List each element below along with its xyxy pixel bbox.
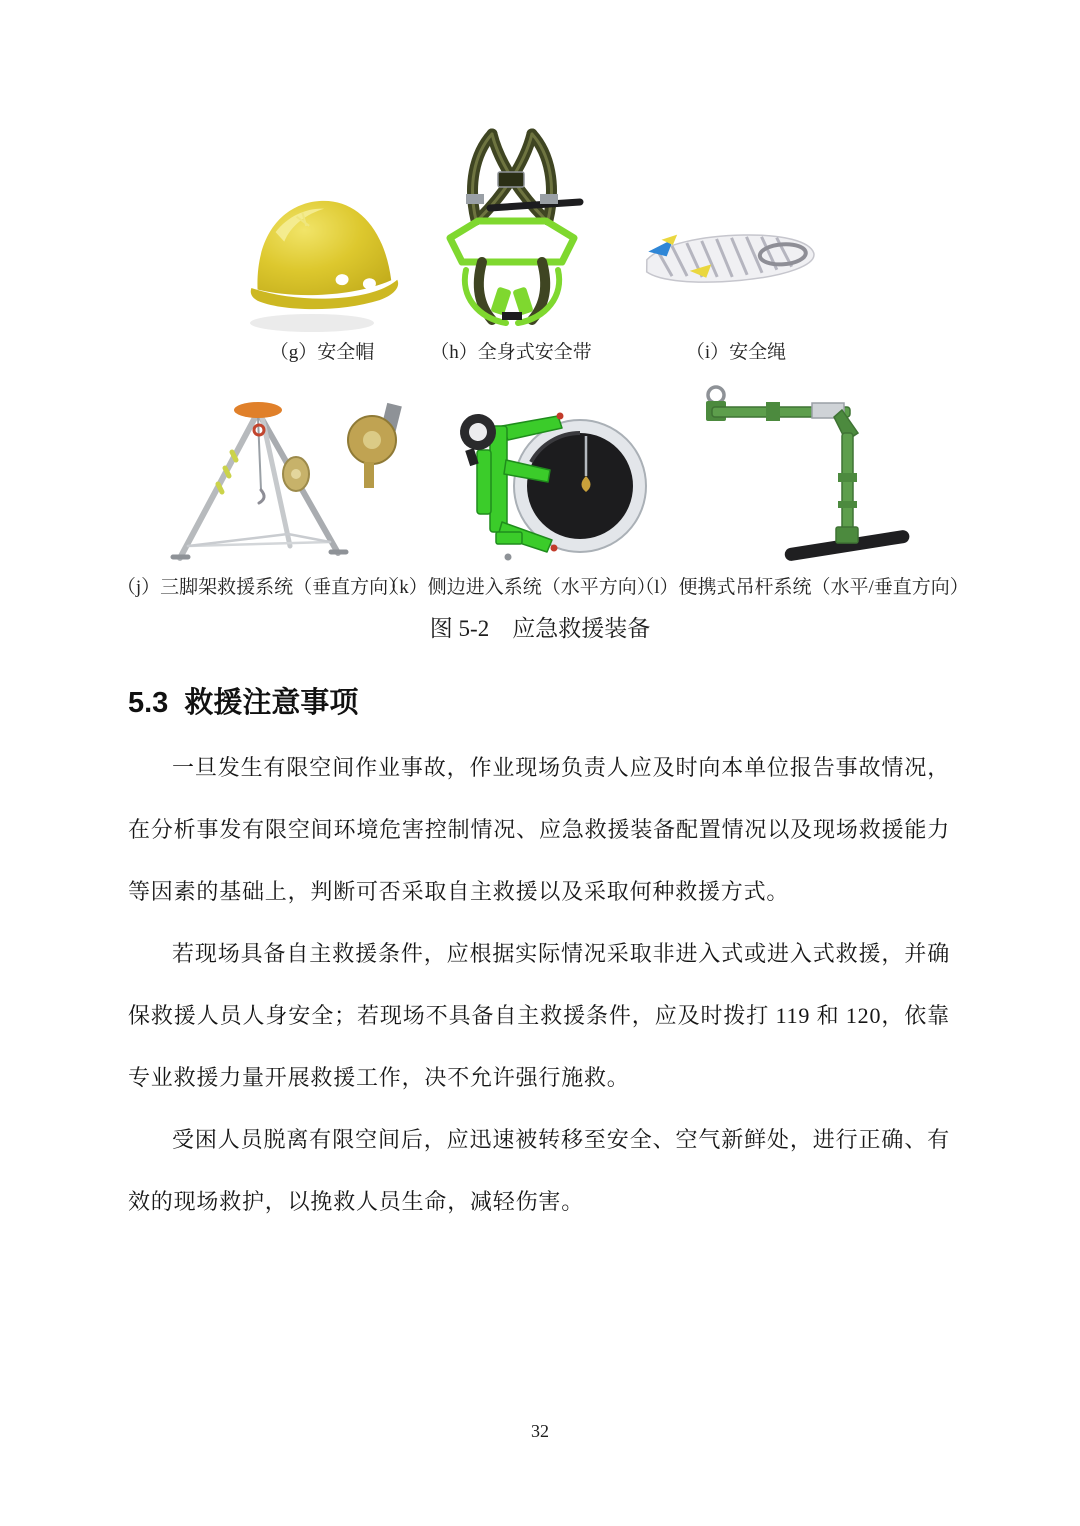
figure-item-safety-rope xyxy=(633,222,828,297)
safety-helmet-icon xyxy=(240,185,405,335)
figure-item-portable-davit-system xyxy=(692,383,932,568)
caption-safety-helmet: （g）安全帽 xyxy=(269,342,375,363)
caption-portable-davit-system: （l）便携式吊杆系统（水平/垂直方向） xyxy=(635,577,969,598)
figure-item-safety-helmet xyxy=(240,185,405,335)
figure-item-tripod-rescue-system xyxy=(158,398,403,568)
caption-tripod-rescue-system: （j）三脚架救援系统（垂直方向） xyxy=(116,577,408,598)
side-entry-system-icon xyxy=(438,402,660,564)
caption-safety-rope: （i）安全绳 xyxy=(685,342,787,363)
safety-rope-icon xyxy=(633,222,828,297)
paragraph-2: 若现场具备自主救援条件，应根据实际情况采取非进入式或进入式救援，并确保救援人员人身安全；若现场不具备自主救援条件，应及时拨打 119 和 120，依靠专业救援力量开展救援工作，决不允许强行施救。 xyxy=(128,941,950,1090)
caption-side-entry-system: （k）侧边进入系统（水平方向） xyxy=(380,577,656,598)
figure-item-side-entry-system xyxy=(438,402,660,564)
caption-full-body-harness: （h）全身式安全带 xyxy=(430,342,592,363)
full-body-harness-icon xyxy=(438,122,586,334)
body-text xyxy=(128,737,950,1233)
figure-item-full-body-harness xyxy=(438,122,586,334)
section-heading: 5.3 救援注意事项 xyxy=(128,687,359,719)
figure-caption: 图 5-2 应急救援装备 xyxy=(429,616,651,641)
paragraph-3: 受困人员脱离有限空间后，应迅速被转移至安全、空气新鲜处，进行正确、有效的现场救护，以挽救人员生命，减轻伤害。 xyxy=(128,1127,950,1214)
tripod-rescue-system-icon xyxy=(158,398,403,568)
paragraph-1: 一旦发生有限空间作业事故，作业现场负责人应及时向本单位报告事故情况，在分析事发有限空间环境危害控制情况、应急救援装备配置情况以及现场救援能力等因素的基础上，判断可否采取自主救援以及采取何种救援方式。 xyxy=(128,755,950,904)
page-number: 32 xyxy=(531,1421,549,1441)
portable-davit-system-icon xyxy=(692,383,932,568)
